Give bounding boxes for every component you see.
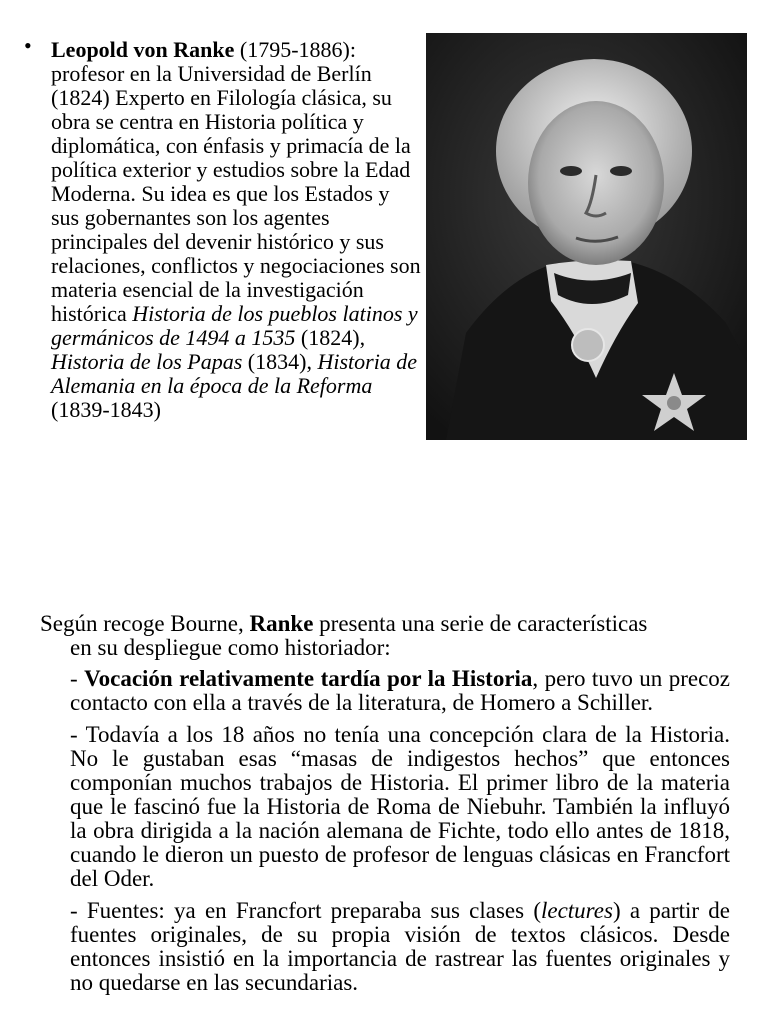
ranke-name: Leopold von Ranke [51, 37, 235, 62]
intro-text-1: (1795-1886): profesor en la Universidad de Berlín (1824) Experto en Filología clásica, su obra se centra en Historia política y diplomática, con énfasis y primacía de la política exterior y estudios sobre la Edad Moderna. Su idea es que los Estados y sus gobernantes son los agentes principales del devenir histórico y sus relaciones, conflictos y negociaciones son materia esencial de la investigación histórica [51, 37, 421, 326]
item-text: , pero tuvo un precoz contacto con ella a través de la literatura, de Homero a Schiller. [70, 666, 730, 715]
lead-ranke-name: Ranke [249, 611, 314, 636]
intro-text-3: (1834), [242, 349, 318, 374]
intro-text-2: (1824), [295, 325, 366, 350]
intro-text-4: (1839-1843) [51, 397, 161, 422]
work-title-3: Historia de Alemania en la época de la Reforma [51, 349, 418, 398]
work-title-1: Historia de los pueblos latinos y germánicos de 1494 a 1535 [51, 301, 418, 350]
lead-text-3: en su despliegue como historiador: [70, 635, 391, 660]
ranke-intro-paragraph [51, 38, 423, 422]
ranke-portrait [426, 33, 747, 440]
item-text-1: - Fuentes: ya en Francfort preparaba sus clases ( [70, 898, 541, 923]
list-item [70, 899, 730, 995]
lead-text-1: Según recoge Bourne, [40, 611, 250, 636]
item-prefix: - [70, 666, 85, 691]
characteristics-list [70, 667, 730, 1003]
list-item [70, 667, 730, 715]
bullet-marker: • [24, 33, 32, 58]
item-italic: lectures [540, 898, 613, 923]
list-item: - Todavía a los 18 años no tenía una concepción clara de la Historia. No le gustaban esas “masas de indigestos hechos” que entonces componían muchos trabajos de Historia. El primer libro de la materia que le fascinó fue la Historia de Roma de Niebuhr. También la influyó la obra dirigida a la nación alemana de Fichte, todo ello antes de 1818, cuando le dieron un puesto de profesor de lenguas clásicas en Francfort del Oder. [70, 722, 730, 891]
work-title-2: Historia de los Papas [51, 349, 243, 374]
bourne-intro-paragraph [40, 612, 730, 660]
item-bold-heading: Vocación relativamente tardía por la Historia [84, 666, 533, 691]
lead-text-2: presenta una serie de características [313, 611, 648, 636]
item-text-2: ) a partir de fuentes originales, de su propia visión de textos clásicos. Desde entonces insistió en la importancia de rastrear las fuentes originales y no quedarse en las secundarias. [70, 898, 730, 995]
